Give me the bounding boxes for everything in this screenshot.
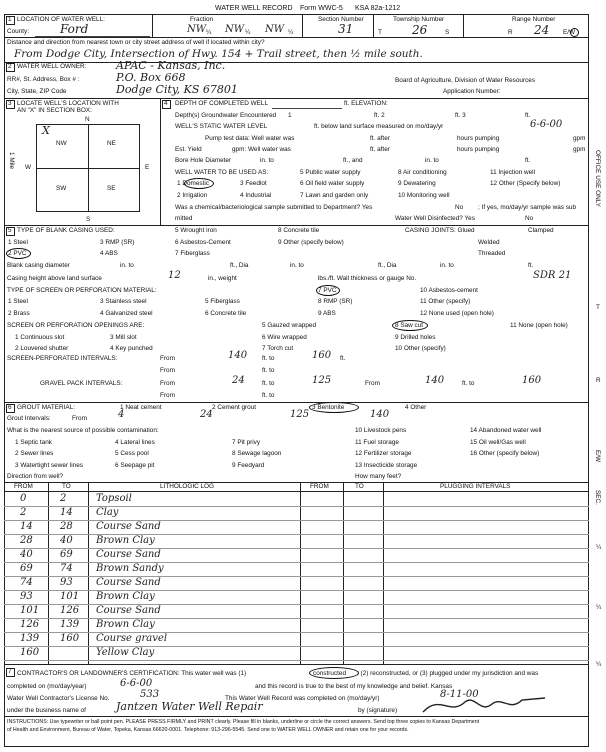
- section-number-label: Section Number: [318, 16, 364, 23]
- gp-from-label-3: From: [160, 392, 175, 399]
- casing-joints: CASING JOINTS: Glued: [405, 227, 475, 234]
- township-t: T: [378, 29, 382, 36]
- rr-label: RR#, St. Address, Box # :: [7, 76, 80, 83]
- log-row-to[interactable]: 69: [60, 549, 73, 560]
- instructions-1: INSTRUCTIONS: Use typewriter or ball point pen. PLEASE PRESS FIRMLY and PRINT clearly. Please fill in blanks, underline or circle the correct answers. Send top three copies to Kansas Department: [7, 719, 480, 725]
- screen-brass[interactable]: 2 Brass: [8, 310, 30, 317]
- log-row-description[interactable]: Brown Sandy: [96, 563, 164, 574]
- sp-intervals-label: SCREEN-PERFORATED INTERVALS:: [7, 355, 118, 362]
- log-row-from[interactable]: 93: [20, 591, 33, 602]
- completed-label: completed on (mo/day/year): [7, 683, 87, 690]
- est-gpm-2: gpm: [573, 146, 586, 153]
- casing-other[interactable]: 9 Other (specify below): [278, 239, 344, 246]
- gp-to-1[interactable]: 125: [312, 375, 332, 386]
- casing-rmp[interactable]: 3 RMP (SR): [100, 239, 135, 246]
- ksa-number: KSA 82a-1212: [355, 5, 401, 12]
- screen-asbestos[interactable]: 10 Asbestos-cement: [420, 287, 478, 294]
- section-2-number: 2: [8, 63, 12, 70]
- height-value[interactable]: 12: [168, 270, 181, 281]
- gp-from-1[interactable]: 24: [232, 375, 245, 386]
- log-row-description[interactable]: Brown Clay: [96, 619, 155, 630]
- city-label: City, State, ZIP Code: [7, 88, 67, 95]
- use-ac[interactable]: 8 Air conditioning: [398, 169, 447, 176]
- log-row-description[interactable]: Clay: [96, 507, 119, 518]
- side-ew: E/W: [594, 450, 601, 463]
- gp-from-label: From: [160, 380, 175, 387]
- log-header-to-2: TO: [355, 483, 364, 490]
- log-row-description[interactable]: Brown Clay: [96, 535, 155, 546]
- log-row-from[interactable]: 74: [20, 577, 33, 588]
- range-r: R: [508, 29, 513, 36]
- rr-value[interactable]: P.O. Box 668: [116, 71, 186, 84]
- use-injection[interactable]: 11 Injection well: [490, 169, 535, 176]
- log-row-to[interactable]: 2: [60, 493, 67, 504]
- business-label: under the business name of: [7, 707, 86, 714]
- screen-galvanized[interactable]: 4 Galvanized steel: [100, 310, 153, 317]
- bore-label: Bore Hole Diameter: [175, 157, 232, 164]
- signature-label: by (signature): [358, 707, 398, 714]
- contam-feedyard[interactable]: 9 Feedyard: [232, 462, 265, 469]
- instructions-2: of Health and Environment, Bureau of Water, Topeka, Kansas 66620-0001. Telephone: 913-296-5545. Send one to WATER WELL OWNER and retain one for your records.: [7, 727, 409, 733]
- grout-intervals-label: Grout Intervals:: [7, 415, 51, 422]
- pump-test-label: Pump test data: Well water was: [205, 135, 295, 142]
- contam-seepage[interactable]: 6 Seepage pit: [115, 462, 155, 469]
- casing-concrete[interactable]: 8 Concrete tile: [278, 227, 320, 234]
- log-row-from[interactable]: 14: [20, 521, 33, 532]
- open-key[interactable]: 4 Key punched: [110, 345, 153, 352]
- screen-other[interactable]: 11 Other (specify): [420, 298, 471, 305]
- casing-pvc[interactable]: 2 PVC: [8, 250, 27, 257]
- pump-gpm: gpm: [573, 135, 586, 142]
- fraction-3[interactable]: NW: [265, 24, 285, 35]
- grout-bentonite[interactable]: 3 Bentonite: [312, 404, 345, 411]
- log-row-rule: [4, 590, 589, 591]
- contam-livestock[interactable]: 10 Livestock pens: [355, 427, 407, 434]
- direction-label: Direction from well?: [7, 473, 64, 480]
- cert-text-2: , (2) reconstructed, or (3) plugged under my jurisdiction and was: [357, 670, 539, 677]
- locate-label: LOCATE WELL'S LOCATION WITH: [17, 100, 119, 107]
- log-row-description[interactable]: Topsoil: [96, 493, 132, 504]
- sample-no[interactable]: No: [455, 204, 464, 211]
- range-ew: E/W: [563, 29, 576, 36]
- diameter-ft-dia-2: ft., Dia: [378, 262, 397, 269]
- log-header-from: FROM: [14, 483, 33, 490]
- grout-label: GROUT MATERIAL:: [17, 404, 75, 411]
- side-quarter-3: ¼: [596, 661, 602, 668]
- section-1-number: 1: [8, 16, 12, 23]
- open-wire[interactable]: 6 Wire wrapped: [262, 334, 307, 341]
- use-irrigation[interactable]: 2 Irrigation: [177, 192, 208, 199]
- casing-clamped[interactable]: Clamped: [528, 227, 554, 234]
- log-row-rule: [4, 534, 589, 535]
- quad-sw: SW: [56, 185, 67, 192]
- use-dewatering[interactable]: 9 Dewatering: [398, 180, 436, 187]
- cert-text-3: and this record is true to the best of my knowledge and belief. Kansas: [255, 683, 453, 690]
- township-s: S: [445, 29, 450, 36]
- section-6-number: 6: [8, 404, 12, 411]
- side-r: R: [596, 377, 601, 384]
- owner-label: WATER WELL OWNER:: [17, 63, 87, 70]
- log-row-rule: [4, 576, 589, 577]
- gi-from-1[interactable]: 4: [118, 409, 125, 420]
- casing-welded[interactable]: Welded: [478, 239, 500, 246]
- log-row-to[interactable]: 126: [60, 605, 80, 616]
- sp-to[interactable]: 160: [312, 350, 332, 361]
- county-value[interactable]: Ford: [60, 22, 89, 36]
- diameter-ft-dia: ft., Dia: [230, 262, 249, 269]
- log-row-description[interactable]: Course Sand: [96, 521, 161, 532]
- contam-label: What is the nearest source of possible contamination:: [7, 427, 159, 434]
- diameter-in-to: in. to: [120, 262, 134, 269]
- log-row-to[interactable]: 28: [60, 521, 73, 532]
- gw-1: 1: [288, 112, 292, 119]
- sample-mitted: mitted: [175, 215, 193, 222]
- sample-label: Was a chemical/bacteriological sample submitted to Department? Yes: [175, 204, 373, 211]
- compass-w: W: [25, 164, 32, 171]
- compass-s: S: [86, 216, 91, 223]
- howmany-label: How many feet?: [355, 473, 402, 480]
- height-weight: in., weight: [208, 275, 237, 282]
- gi-from-2[interactable]: 125: [290, 409, 310, 420]
- range-w-circle: [570, 28, 579, 37]
- business-name[interactable]: Jantzen Water Well Repair: [116, 700, 263, 713]
- gp-to-label-3: ft. to: [262, 392, 275, 399]
- open-gauzed[interactable]: 5 Gauzed wrapped: [262, 322, 317, 329]
- log-row-to[interactable]: 101: [60, 591, 80, 602]
- bore-in-2: in. to: [425, 157, 439, 164]
- screen-label: TYPE OF SCREEN OR PERFORATION MATERIAL:: [7, 287, 157, 294]
- use-feedlot[interactable]: 3 Feedlot: [240, 180, 267, 187]
- fraction-label: Fraction: [190, 16, 214, 23]
- gp-from-label-2: From: [365, 380, 380, 387]
- contam-pit[interactable]: 7 Pit privy: [232, 439, 261, 446]
- bore-ft: ft.: [525, 157, 531, 164]
- contam-abandoned[interactable]: 14 Abandoned water well: [470, 427, 542, 434]
- log-row-description[interactable]: Course Sand: [96, 549, 161, 560]
- gw-ft: ft.: [525, 112, 531, 119]
- cert-text-1: CONTRACTOR'S OR LANDOWNER'S CERTIFICATION: This water well was (1): [17, 670, 247, 677]
- signature-scrawl: [420, 689, 550, 718]
- casing-threaded[interactable]: Threaded: [478, 250, 506, 257]
- use-oilfield[interactable]: 6 Oil field water supply: [300, 180, 365, 187]
- log-row-rule: [4, 548, 589, 549]
- form-number: Form WWC-5: [300, 5, 343, 12]
- gp-to-label: ft. to: [262, 380, 275, 387]
- side-quarter-1: ¼: [596, 544, 602, 551]
- gp-from-2[interactable]: 140: [425, 375, 445, 386]
- casing-wrought[interactable]: 5 Wrought iron: [175, 227, 217, 234]
- grout-other[interactable]: 4 Other: [405, 404, 427, 411]
- screen-steel[interactable]: 1 Steel: [8, 298, 28, 305]
- distance-label: Distance and direction from nearest town or city street address of well if located within city?: [7, 39, 265, 46]
- disinfected-no[interactable]: No: [525, 215, 534, 222]
- location-x-mark[interactable]: X: [42, 124, 50, 137]
- side-quarter-2: ¼: [596, 604, 602, 611]
- gp-intervals-label: GRAVEL PACK INTERVALS:: [40, 380, 123, 387]
- sp-to-label-2: ft. to: [262, 367, 275, 374]
- casing-label: TYPE OF BLANK CASING USED:: [17, 227, 115, 234]
- grout-neat[interactable]: 1 Neat cement: [120, 404, 162, 411]
- office-use-label: OFFICE USE ONLY: [594, 150, 601, 208]
- sdr-value[interactable]: SDR 21: [533, 270, 572, 281]
- application-number-label: Application Number:: [443, 88, 501, 95]
- section-3-number: 3: [8, 100, 12, 107]
- open-drilled[interactable]: 9 Drilled holes: [395, 334, 436, 341]
- est-gpm: gpm: Well water was: [232, 146, 291, 153]
- section-4-number: 4: [164, 100, 168, 107]
- contam-other[interactable]: 16 Other (specify below): [470, 450, 540, 457]
- record-date[interactable]: 8-11-00: [440, 689, 479, 700]
- locate-label-2: AN "X" IN SECTION BOX:: [17, 107, 92, 114]
- side-t: T: [596, 304, 600, 311]
- completed-date[interactable]: 6-6-00: [120, 678, 153, 689]
- log-header-plug: PLUGGING INTERVALS: [440, 483, 511, 490]
- casing-asbestos[interactable]: 6 Asbestos-Cement: [175, 239, 231, 246]
- est-hours: hours pumping: [457, 146, 500, 153]
- section-7-number: 7: [8, 668, 12, 675]
- pump-hours: hours pumping: [457, 135, 500, 142]
- est-yield-label: Est. Yield: [175, 146, 202, 153]
- use-monitoring[interactable]: 10 Monitoring well: [398, 192, 450, 199]
- contam-lateral[interactable]: 4 Lateral lines: [115, 439, 155, 446]
- gi-to-1[interactable]: 24: [200, 409, 213, 420]
- sp-ft: ft.: [340, 355, 346, 362]
- use-other[interactable]: 12 Other (Specify below): [490, 180, 561, 187]
- diameter-in-to-2: in. to: [290, 262, 304, 269]
- log-row-rule: [4, 646, 589, 647]
- cert-constructed[interactable]: constructed: [313, 670, 347, 677]
- gw-2: ft. 2: [374, 112, 385, 119]
- sp-to-label: ft. to: [262, 355, 275, 362]
- use-label: WELL WATER TO BE USED AS:: [175, 169, 269, 176]
- open-none[interactable]: 11 None (open hole): [510, 322, 568, 329]
- quad-nw: NW: [56, 140, 67, 147]
- log-row-description[interactable]: Course Sand: [96, 577, 161, 588]
- quad-se: SE: [107, 185, 116, 192]
- use-public[interactable]: 5 Public water supply: [300, 169, 361, 176]
- gw-3: ft. 3: [455, 112, 466, 119]
- quad-ne: NE: [107, 140, 116, 147]
- township-value[interactable]: 26: [412, 23, 428, 37]
- range-value[interactable]: 24: [534, 23, 550, 37]
- range-label: Range Number: [512, 16, 556, 23]
- log-row-from[interactable]: 0: [20, 493, 27, 504]
- log-row-rule: [4, 562, 589, 563]
- log-row-from[interactable]: 101: [20, 605, 40, 616]
- fraction-1[interactable]: NW: [187, 24, 207, 35]
- contam-watertight[interactable]: 3 Watertight sewer lines: [15, 462, 83, 469]
- gi-to-2[interactable]: 140: [370, 409, 390, 420]
- contam-oilgas[interactable]: 15 Oil well/Gas well: [470, 439, 526, 446]
- screen-abs[interactable]: 9 ABS: [318, 310, 336, 317]
- compass-n: N: [85, 116, 90, 123]
- open-saw[interactable]: 8 Saw cut: [395, 322, 424, 329]
- gp-to-2[interactable]: 160: [522, 375, 542, 386]
- elevation-label: ft. ELEVATION:: [344, 100, 388, 107]
- township-label: Township Number: [393, 16, 445, 23]
- screen-concrete[interactable]: 6 Concrete tile: [205, 310, 247, 317]
- open-louvered[interactable]: 2 Louvered shutter: [15, 345, 69, 352]
- county-label: County:: [7, 28, 30, 35]
- log-row-from[interactable]: 69: [20, 563, 33, 574]
- section-5-number: 5: [8, 227, 12, 234]
- log-row-description[interactable]: Course Sand: [96, 605, 161, 616]
- distance-value[interactable]: From Dodge City, Intersection of Hwy. 154 + Trail street, then ½ mile south.: [14, 48, 423, 60]
- grout-cement[interactable]: 2 Cement grout: [212, 404, 257, 411]
- gp-to-label-2: ft. to: [462, 380, 475, 387]
- static-level-label: WELL'S STATIC WATER LEVEL: [175, 123, 268, 130]
- log-row-rule: [4, 604, 589, 605]
- open-continuous[interactable]: 1 Continuous slot: [15, 334, 65, 341]
- sample-if: ; If yes, mo/day/yr sample was sub: [478, 204, 577, 211]
- thickness-label: lbs./ft. Wall thickness or gauge No.: [318, 275, 417, 282]
- bore-ft-and: ft., and: [343, 157, 363, 164]
- mile-label: 1 Mile: [8, 152, 15, 170]
- contam-cess[interactable]: 5 Cess pool: [115, 450, 149, 457]
- casing-abs[interactable]: 4 ABS: [100, 250, 118, 257]
- compass-e: E: [145, 164, 150, 171]
- fraction-2[interactable]: NW: [225, 24, 245, 35]
- diameter-ft: ft.: [528, 262, 534, 269]
- bore-in: in. to: [260, 157, 274, 164]
- contam-lagoon[interactable]: 8 Sewage lagoon: [232, 450, 282, 457]
- log-row-to[interactable]: 74: [60, 563, 73, 574]
- log-row-to[interactable]: 160: [60, 633, 80, 644]
- sp-from[interactable]: 140: [228, 350, 248, 361]
- est-after: ft. after: [370, 146, 390, 153]
- use-lawn[interactable]: 7 Lawn and garden only: [300, 192, 369, 199]
- log-row-description[interactable]: Brown Clay: [96, 591, 155, 602]
- log-row-from[interactable]: 126: [20, 619, 40, 630]
- log-row-to[interactable]: 139: [60, 619, 80, 630]
- owner-value[interactable]: APAC - Kansas, Inc.: [116, 59, 226, 72]
- log-row-to[interactable]: 93: [60, 577, 73, 588]
- groundwater-label: Depth(s) Groundwater Encountered: [175, 112, 277, 119]
- log-header-to: TO: [62, 483, 71, 490]
- screen-fiberglass[interactable]: 5 Fiberglass: [205, 298, 240, 305]
- log-row-rule: [4, 520, 589, 521]
- log-row-from[interactable]: 139: [20, 633, 40, 644]
- open-mill[interactable]: 3 Mill slot: [110, 334, 137, 341]
- log-header-from-2: FROM: [310, 483, 329, 490]
- form-title: WATER WELL RECORD: [215, 5, 293, 12]
- static-rest: ft. below land surface measured on mo/day/yr: [314, 123, 444, 130]
- log-row-rule: [4, 618, 589, 619]
- quarter-3: ¼: [288, 29, 294, 36]
- log-row-description[interactable]: Course gravel: [96, 633, 168, 644]
- casing-fiberglass[interactable]: 7 Fiberglass: [175, 250, 210, 257]
- openings-label: SCREEN OR PERFORATION OPENINGS ARE:: [7, 322, 145, 329]
- screen-stainless[interactable]: 3 Stainless steel: [100, 298, 147, 305]
- license-label: Water Well Contractor's License No.: [7, 695, 110, 702]
- contam-fuel[interactable]: 11 Fuel storage: [355, 439, 399, 446]
- open-other[interactable]: 10 Other (specify): [395, 345, 446, 352]
- disinfected-label: Water Well Disinfected? Yes: [395, 215, 475, 222]
- log-row-to[interactable]: 40: [60, 535, 73, 546]
- log-row-rule: [4, 506, 589, 507]
- sp-from-label-2: From: [160, 367, 175, 374]
- log-row-from[interactable]: 28: [20, 535, 33, 546]
- board-label: Board of Agriculture, Division of Water Resources: [395, 77, 536, 84]
- sp-from-label: From: [160, 355, 175, 362]
- log-row-description[interactable]: Yellow Clay: [96, 647, 155, 658]
- log-header-lith: LITHOLOGIC LOG: [160, 483, 214, 490]
- contam-insecticide[interactable]: 13 Insecticide storage: [355, 462, 418, 469]
- pump-after: ft. after: [370, 135, 390, 142]
- log-row-rule: [4, 660, 589, 661]
- side-sec: SEC.: [594, 490, 601, 505]
- log-row-from[interactable]: 2: [20, 507, 27, 518]
- record-completed-label: This Water Well Record was completed on (mo/day/yr): [225, 695, 380, 702]
- section-number-value[interactable]: 31: [338, 22, 354, 36]
- gi-from-label: From: [72, 415, 87, 422]
- contam-fertilizer[interactable]: 12 Fertilizer storage: [355, 450, 412, 457]
- diameter-label: Blank casing diameter: [7, 262, 70, 269]
- depth-label: DEPTH OF COMPLETED WELL: [175, 100, 269, 107]
- log-row-to[interactable]: 14: [60, 507, 73, 518]
- height-label: Casing height above land surface: [7, 275, 102, 282]
- screen-rmp[interactable]: 8 RMP (SR): [318, 298, 353, 305]
- log-row-from[interactable]: 160: [20, 647, 40, 658]
- quarter-2: ¼: [245, 29, 251, 36]
- open-torch[interactable]: 7 Torch cut: [262, 345, 294, 352]
- license-number[interactable]: 533: [140, 689, 160, 700]
- location-label: LOCATION OF WATER WELL:: [17, 16, 105, 23]
- static-date[interactable]: 6-6-00: [530, 119, 563, 130]
- screen-none[interactable]: 12 None used (open hole): [420, 310, 494, 317]
- contam-sewer[interactable]: 2 Sewer lines: [15, 450, 54, 457]
- log-row-from[interactable]: 40: [20, 549, 33, 560]
- contam-septic[interactable]: 1 Septic tank: [15, 439, 52, 446]
- use-industrial[interactable]: 4 Industrial: [240, 192, 272, 199]
- diameter-in-to-3: in. to: [440, 262, 454, 269]
- city-value[interactable]: Dodge City, KS 67801: [116, 83, 238, 96]
- quarter-1: ¼: [206, 29, 212, 36]
- screen-pvc[interactable]: 7 PVC: [318, 287, 337, 294]
- log-row-rule: [4, 632, 589, 633]
- use-domestic[interactable]: 1 Domestic: [177, 180, 209, 187]
- casing-steel[interactable]: 1 Steel: [8, 239, 28, 246]
